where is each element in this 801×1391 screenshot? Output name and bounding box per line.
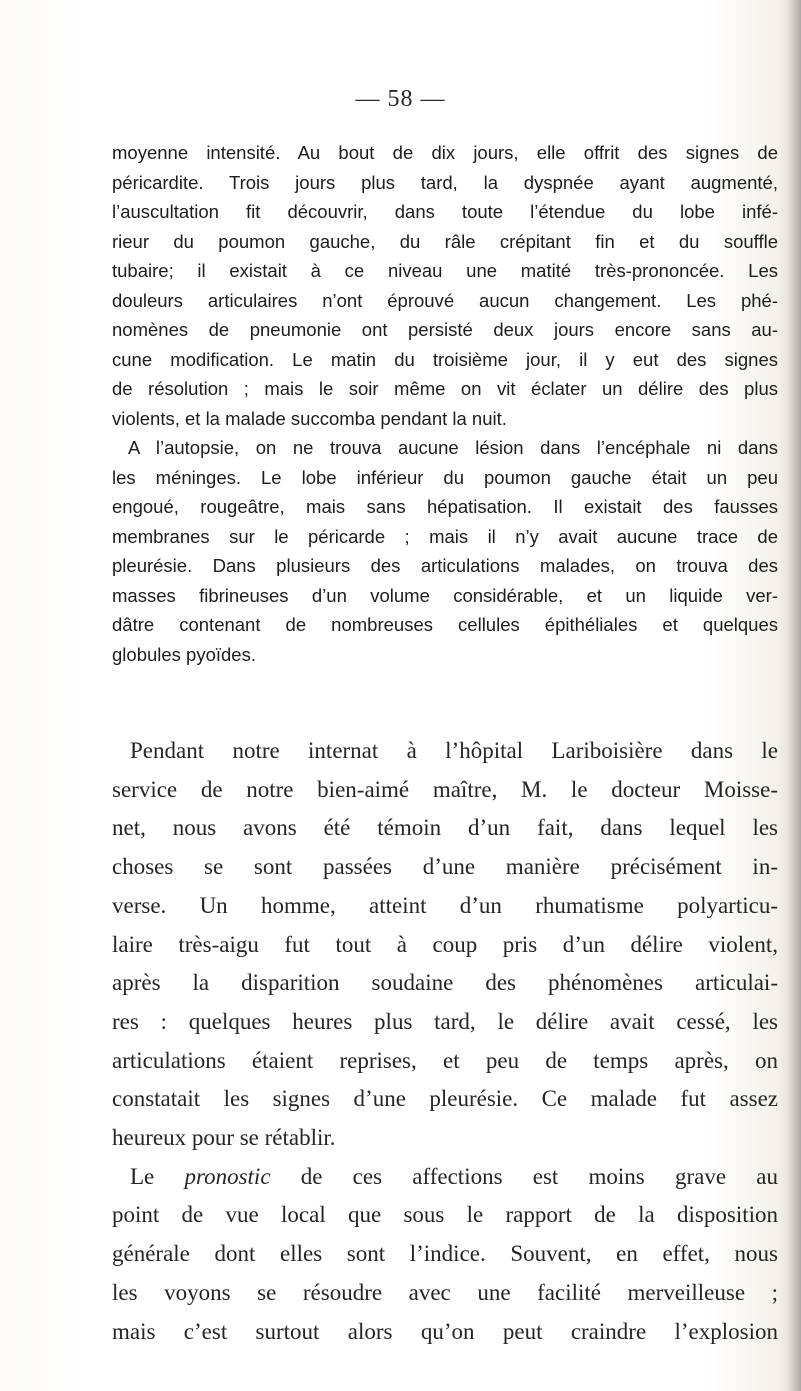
- text-line: les méninges. Le lobe inférieur du poumon gauche était un peu: [112, 466, 778, 488]
- text-line: service de notre bien-aimé maître, M. le docteur Moisse-: [112, 776, 778, 802]
- text-line: Pendant notre internat à l’hôpital Lariboisière dans le: [130, 738, 778, 763]
- text-line: mais c’est surtout alors qu’on peut craindre l’explosion: [112, 1318, 778, 1344]
- text-line: A l’autopsie, on ne trouva aucune lésion dans l’encéphale ni dans: [128, 437, 778, 458]
- text-line: péricardite. Trois jours plus tard, la dyspnée ayant augmenté,: [112, 171, 778, 193]
- text-line: heureux pour se rétablir.: [112, 1125, 336, 1151]
- text-line: dâtre contenant de nombreuses cellules épithéliales et quelques: [112, 614, 778, 635]
- text-line: net, nous avons été témoin d’un fait, dans lequel les: [112, 815, 778, 841]
- text-line: après la disparition soudaine des phénomènes articulai-: [112, 970, 778, 996]
- text-line: cune modification. Le matin du troisième jour, il y eut des signes: [112, 348, 778, 370]
- small-type-section: [112, 138, 778, 669]
- text-line: membranes sur le péricarde ; mais il n’y avait aucune trace de: [112, 525, 778, 547]
- page-edge-shadow: [787, 0, 801, 1391]
- text-line: [112, 1158, 778, 1197]
- text-run: de ces affections est moins grave au: [270, 1163, 778, 1189]
- text-line: articulations étaient reprises, et peu de temps après, on: [112, 1047, 778, 1073]
- paragraph-internat-case: [112, 732, 778, 1158]
- text-line: point de vue local que sous le rapport de la disposition: [112, 1202, 778, 1228]
- paragraph-case-continuation: [112, 138, 778, 433]
- text-line: l’auscultation fit découvrir, dans toute l’étendue du lobe infé-: [112, 201, 778, 222]
- text-line: violents, et la malade succomba pendant la nuit.: [112, 407, 507, 429]
- text-line: moyenne intensité. Au bout de dix jours, elle offrit des signes de: [112, 142, 778, 163]
- text-line: masses fibrineuses d’un volume considérable, et un liquide ver-: [112, 584, 778, 606]
- text-line: engoué, rougeâtre, mais sans hépatisation. Il existait des fausses: [112, 496, 778, 517]
- text-line: pleurésie. Dans plusieurs des articulations malades, on trouva des: [112, 555, 778, 576]
- text-line: nomènes de pneumonie ont persisté deux jours encore sans au-: [112, 319, 778, 340]
- text-line: tubaire; il existait à ce niveau une matité très-prononcée. Les: [112, 260, 778, 281]
- text-line: choses se sont passées d’une manière précisément in-: [112, 854, 778, 880]
- text-line: douleurs articulaires n’ont éprouvé aucun changement. Les phé-: [112, 289, 778, 311]
- text-line: de résolution ; mais le soir même on vit éclater un délire des plus: [112, 378, 778, 399]
- page-number: — 58 —: [355, 86, 446, 112]
- text-line: constatait les signes d’une pleurésie. Ce malade fut assez: [112, 1086, 778, 1112]
- italic-term-pronostic: pronostic: [184, 1163, 271, 1189]
- paragraph-pronostic: [112, 1158, 778, 1352]
- text-line: res : quelques heures plus tard, le délire avait cessé, les: [112, 1008, 778, 1034]
- paragraph-autopsy: [112, 433, 778, 669]
- text-line: rieur du poumon gauche, du râle crépitant fin et du souffle: [112, 230, 778, 252]
- text-line: laire très-aigu fut tout à coup pris d’un délire violent,: [112, 931, 778, 957]
- text-line: globules pyoïdes.: [112, 643, 256, 665]
- text-line: les voyons se résoudre avec une facilité merveilleuse ;: [112, 1279, 778, 1305]
- large-type-section: [112, 732, 778, 1351]
- text-line: verse. Un homme, atteint d’un rhumatisme polyarticu-: [112, 892, 778, 918]
- text-line: générale dont elles sont l’indice. Souvent, en effet, nous: [112, 1241, 778, 1267]
- text-run: Le: [130, 1163, 185, 1189]
